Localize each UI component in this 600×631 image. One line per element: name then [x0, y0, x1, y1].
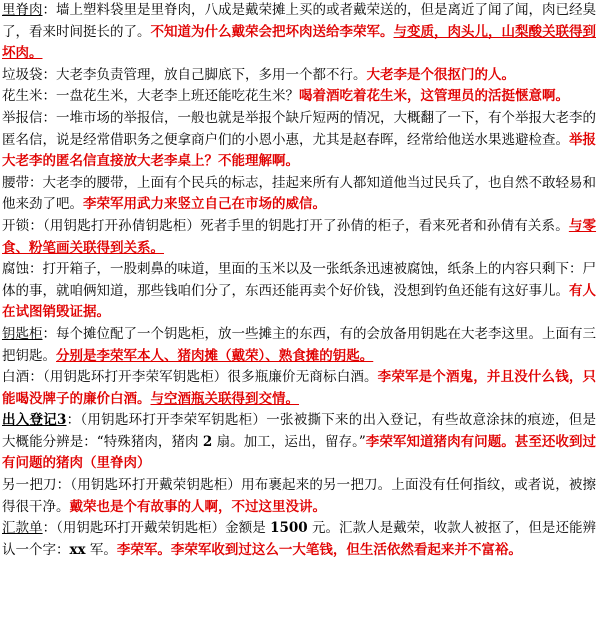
inference-note: 戴荣也是个有故事的人啊，不过这里没讲。: [69, 498, 326, 515]
keyword: 腰带: [2, 174, 29, 191]
description: ：（用钥匙打开孙倩钥匙柜）死者手里的钥匙打开了孙倩的柜子，看来死者和孙倩有关系。: [29, 217, 569, 234]
keyword: 另一把刀: [2, 477, 57, 494]
inference-note: 不知道为什么戴荣会把坏肉送给李荣军。: [150, 23, 394, 40]
entry-another-knife: [2, 475, 596, 518]
keyword: 举报信: [2, 109, 43, 126]
masked-name: xx: [69, 541, 86, 558]
inference-note: 大老李是个很抠门的人。: [366, 66, 515, 83]
inference-note: 李荣军用武力来竖立自己在市场的威信。: [83, 196, 326, 213]
entry-report-letter: [2, 108, 596, 173]
inference-note: 有人在试图销毁证据。: [2, 282, 596, 321]
description: ：大老李的腰带，上面有个民兵的标志，挂起来所有人都知道他当过民兵了，也自然不敢轻易和他来劲了吧。: [2, 174, 596, 213]
entry-access-log-3: [2, 410, 596, 475]
association-note: 分别是李荣军本人、猪肉摊（戴荣）、熟食摊的钥匙。: [56, 347, 374, 364]
association-note: 与零食、粉笔画关联得到关系。: [2, 217, 597, 256]
keyword: 汇款单: [2, 520, 43, 537]
description: ：墙上塑料袋里是里脊肉，八成是戴荣摊上买的或者戴荣送的，但是离近了闻了闻，肉已经臭了，看来时间挺长的了。: [2, 2, 596, 40]
description-end: 军。: [89, 541, 117, 558]
keyword: 钥匙柜: [2, 325, 43, 342]
entry-corrosion: [2, 259, 596, 324]
association-note: 与空酒瓶关联得到交情。: [150, 390, 299, 407]
entry-garbage-bag: [2, 65, 596, 87]
description: ：（用钥匙环打开李荣军钥匙柜）一张被撕下来的出入登记，有些故意涂抹的痕迹，但是大概能分辨是：“特殊猪肉，猪肉: [2, 412, 596, 450]
association-note: 与变质，肉头儿，山梨酸关联得到坏肉。: [2, 23, 596, 62]
inference-note: 李荣军。李荣军收到过这么一大笔钱，但生活依然看起来并不富裕。: [116, 541, 522, 558]
keyword: 垃圾袋: [2, 66, 43, 83]
inference-note: 李荣军是个酒鬼，并且没什么钱，只能喝没牌子的廉价白酒。: [2, 369, 597, 407]
description: ：大老李负责管理，放自己脚底下，多用一个都不行。: [42, 66, 367, 83]
amount-value: 1500: [270, 520, 308, 537]
description: ：一堆市场的举报信，一般也就是举报个缺斤短两的情况，大概翻了一下，有个举报大老李的匿名信，说是经常借职务之便拿商户们的小恩小惠，尤其是赵春晖，经常给他送水果逃避检查。: [2, 109, 596, 148]
keyword: 白酒: [2, 369, 30, 386]
description: ：（用钥匙环打开戴荣钥匙柜）金额是: [42, 520, 266, 537]
entry-belt: [2, 173, 596, 216]
entry-liquor: [2, 367, 596, 410]
entry-peanuts: [2, 86, 596, 108]
keyword: 开锁: [2, 217, 30, 234]
count-value: 2: [202, 433, 213, 450]
description-cont: 扇。加工，运出，留存。”: [216, 433, 366, 450]
inference-note: 举报大老李的匿名信直接放大老李桌上？不能理解啊。: [2, 131, 596, 170]
entry-remittance: [2, 518, 596, 561]
inference-note: 李荣军知道猪肉有问题。甚至还收到过有问题的猪肉（里脊肉）: [2, 433, 596, 472]
description: ：一盘花生米，大老李上班还能吃花生米？: [42, 88, 299, 105]
description: ：每个摊位配了一个钥匙柜，放一些摊主的东西，有的会放备用钥匙在大老李这里。上面有三把钥匙。: [2, 325, 596, 364]
keyword: 里脊肉: [2, 2, 43, 18]
description: ：（用钥匙环打开戴荣钥匙柜）用布裹起来的另一把刀。上面没有任何指纹，或者说，被擦得很干净。: [2, 477, 597, 515]
keyword: 花生米: [2, 88, 43, 105]
keyword: 腐蚀: [2, 261, 29, 278]
description: ：（用钥匙环打开李荣军钥匙柜）很多瓶廉价无商标白酒。: [29, 369, 378, 386]
entry-tenderloin: [2, 0, 596, 65]
description: ：打开箱子，一股刺鼻的味道，里面的玉米以及一张纸条迅速被腐蚀，纸条上的内容只剩下：尸体的事，就咱俩知道，那些钱咱们分了，东西还能再卖个好价钱，没想到钓鱼还能有这好事儿。: [2, 261, 596, 299]
inference-note: 喝着酒吃着花生米，这管理员的活挺惬意啊。: [299, 88, 569, 105]
keyword: 出入登记3: [2, 412, 67, 429]
entry-key-cabinet: [2, 324, 596, 367]
entry-unlock: [2, 216, 596, 259]
description-cont: 元。汇款人是戴荣，收款人被抠了，但是还能辨认一个字：: [2, 520, 597, 558]
